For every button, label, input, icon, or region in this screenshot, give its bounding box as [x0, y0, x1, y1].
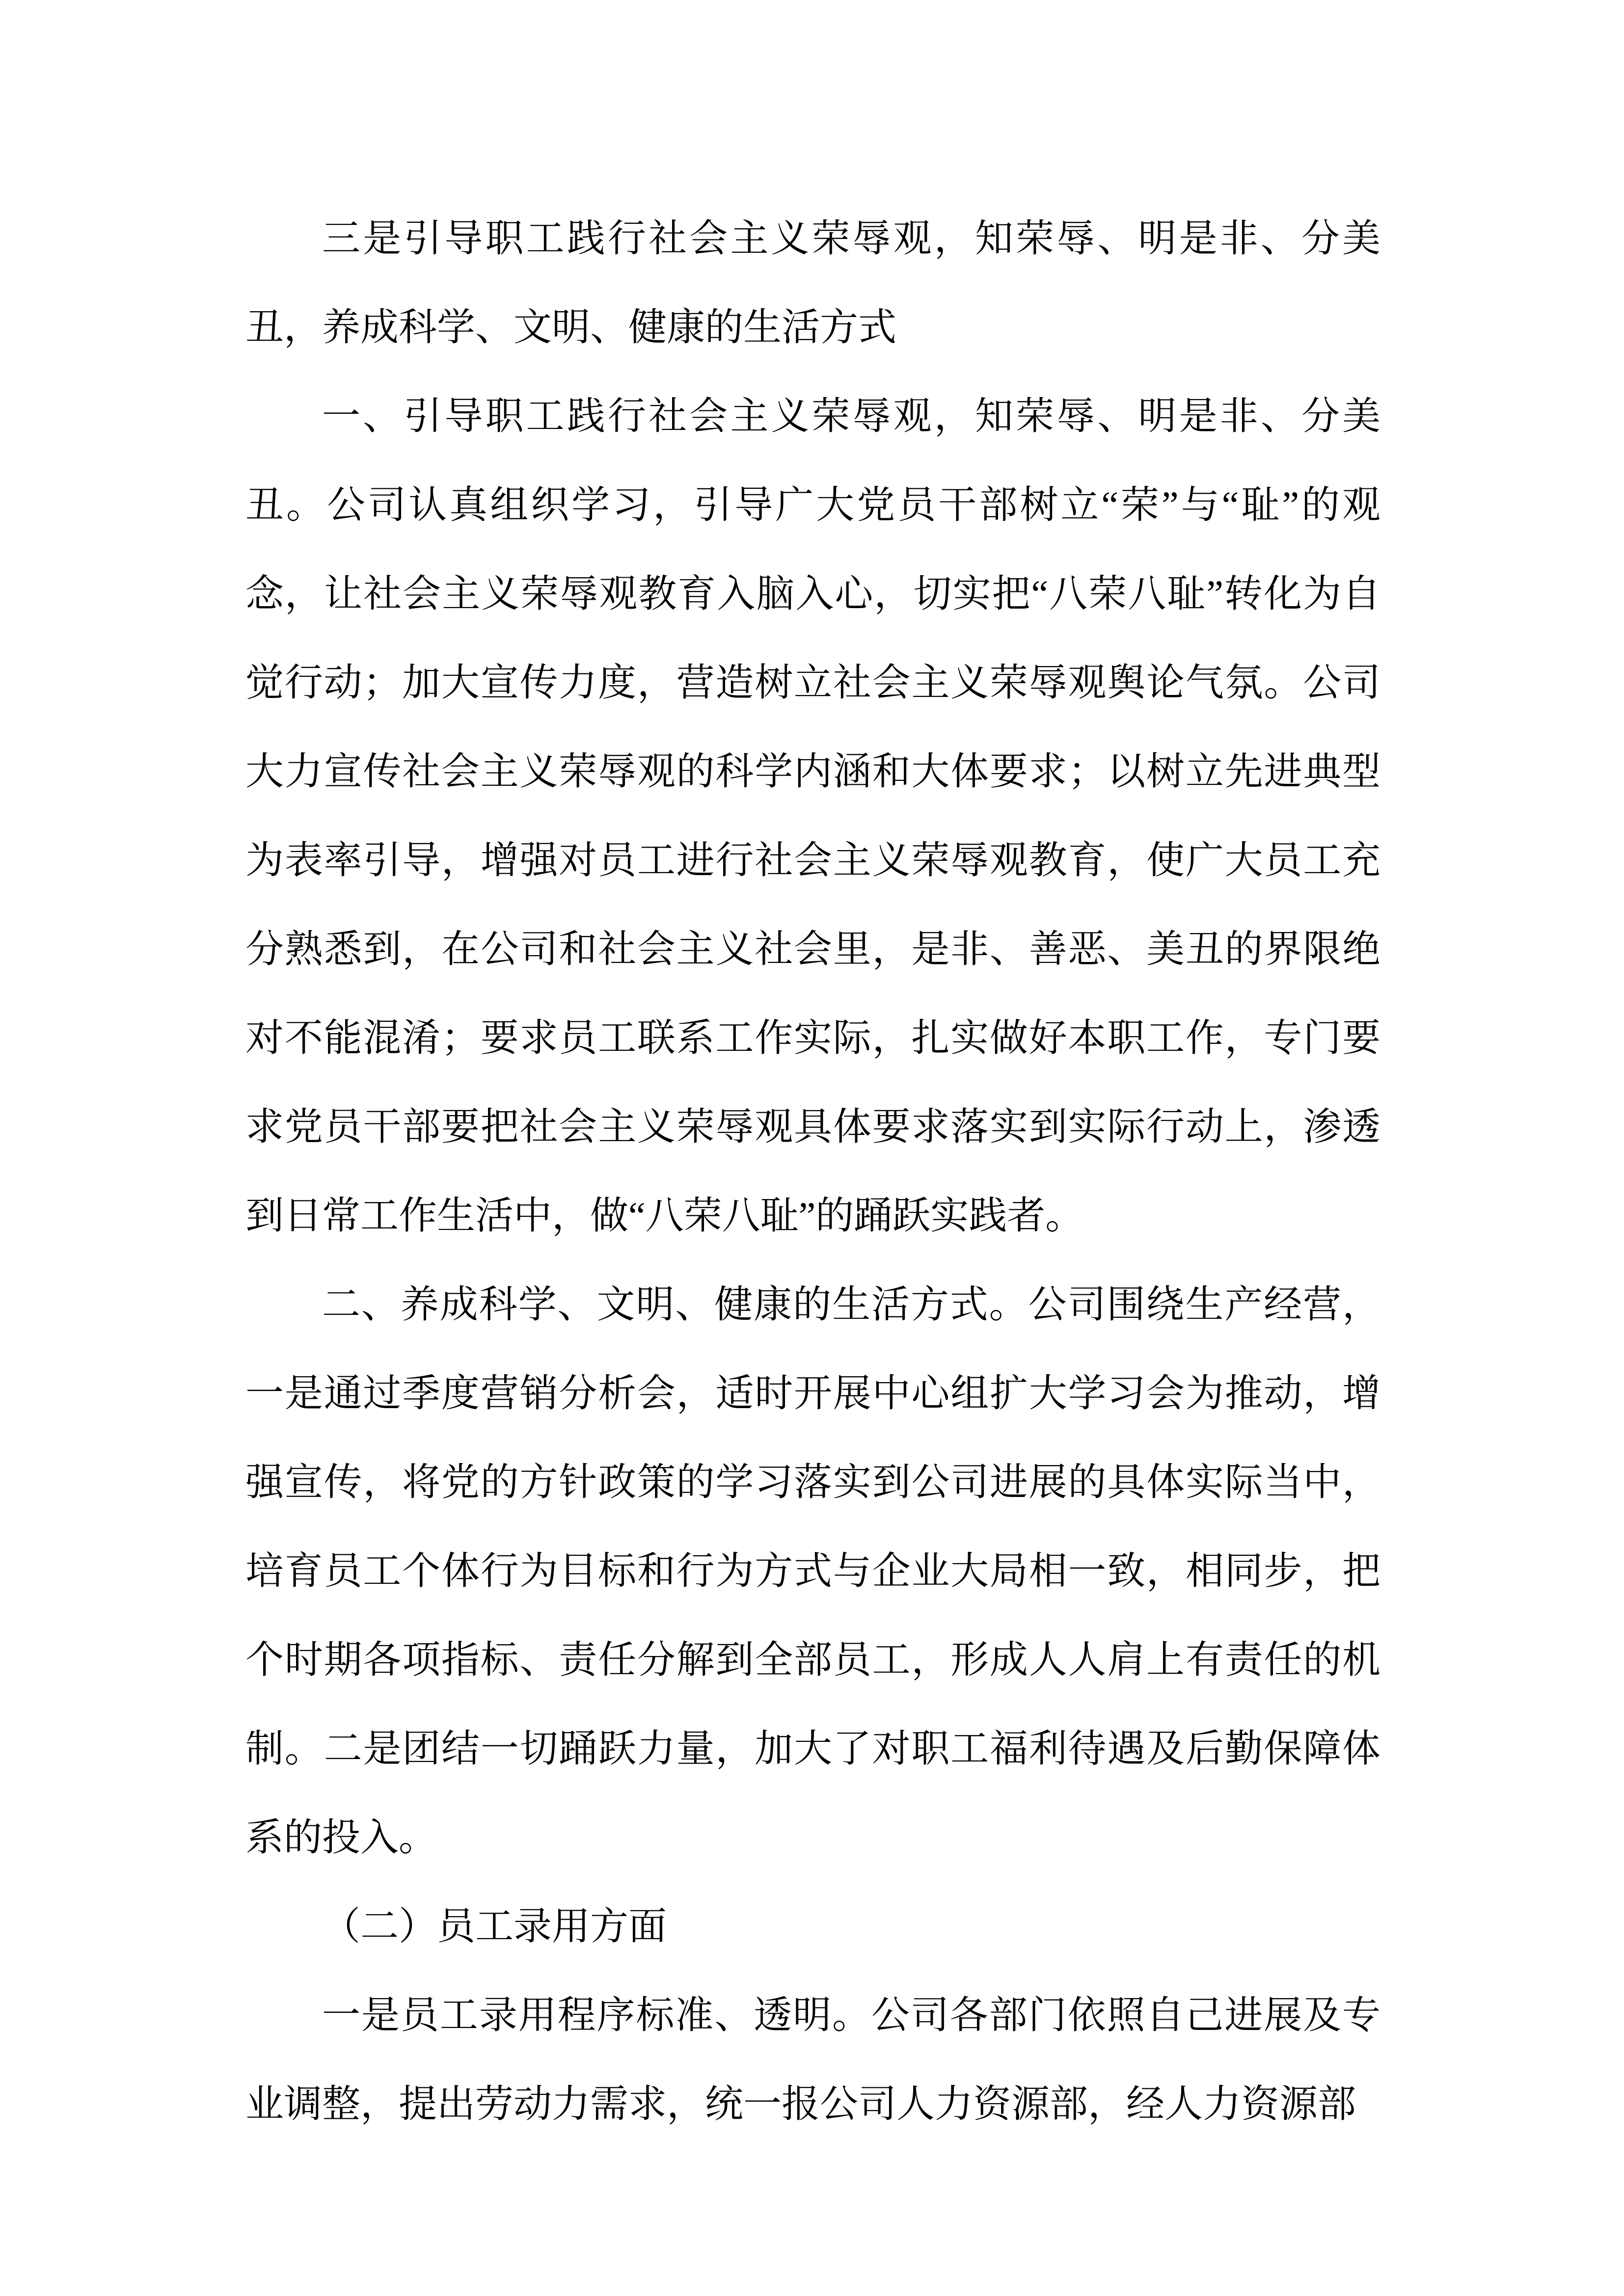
paragraph-employment-procedure: 一是员工录用程序标准、透明。公司各部门依照自己进展及专业调整，提出劳动力需求，统一报公司人力资源部，经人力资源部 [245, 1994, 1380, 2125]
paragraph-section-one: 一、引导职工践行社会主义荣辱观，知荣辱、明是非、分美丑。公司认真组织学习，引导广大党员干部树立“荣”与“耻”的观念，让社会主义荣辱观教育入脑入心，切实把“八荣八耻”转化为自觉行动；加大宣传力度，营造树立社会主义荣辱观舆论气氛。公司大力宣传社会主义荣辱观的科学内涵和大体要求；以树立先进典型为表率引导，增强对员工进行社会主义荣辱观教育，使广大员工充分熟悉到，在公司和社会主义社会里，是非、善恶、美丑的界限绝对不能混淆；要求员工联系工作实际，扎实做好本职工作，专门要求党员干部要把社会主义荣辱观具体要求落实到实际行动上，渗透到日常工作生活中，做“八荣八耻”的踊跃实践者。 [245, 395, 1380, 1237]
paragraph-intro-point-three: 三是引导职工践行社会主义荣辱观，知荣辱、明是非、分美丑，养成科学、文明、健康的生活方式 [245, 217, 1380, 348]
paragraph-section-two: 二、养成科学、文明、健康的生活方式。公司围绕生产经营，一是通过季度营销分析会，适时开展中心组扩大学习会为推动，增强宣传，将党的方针政策的学习落实到公司进展的具体实际当中，培育员工个体行为目标和行为方式与企业大局相一致，相同步，把个时期各项指标、责任分解到全部员工，形成人人肩上有责任的机制。二是团结一切踊跃力量，加大了对职工福利待遇及后勤保障体系的投入。 [245, 1283, 1380, 1859]
paragraph-heading-employment: （二）员工录用方面 [322, 1905, 667, 1948]
document-page [245, 194, 1380, 2148]
